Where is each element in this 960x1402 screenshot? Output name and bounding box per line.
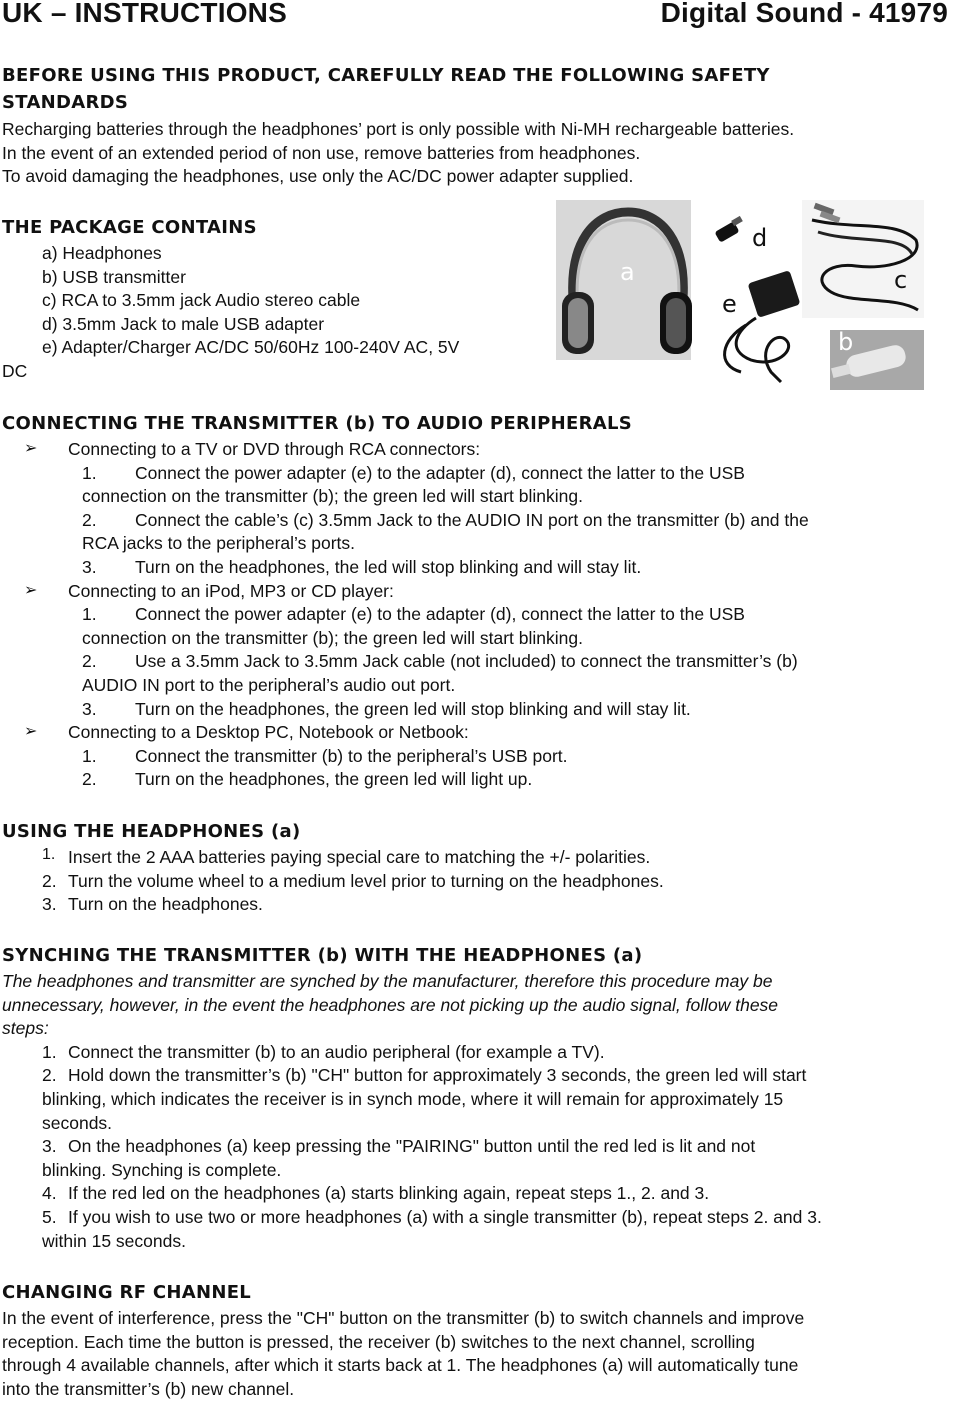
- safety-section: [2, 62, 942, 189]
- safety-line: To avoid damaging the headphones, use only the AC/DC power adapter supplied.: [2, 166, 634, 187]
- step-line: [82, 509, 952, 533]
- step-line: [82, 745, 952, 769]
- step-text: Connect the cable’s (c) 3.5mm Jack to the AUDIO IN port on the transmitter (b) and the: [135, 509, 809, 530]
- step-line-cont: seconds.: [42, 1112, 113, 1133]
- header-title: UK – INSTRUCTIONS: [2, 0, 287, 28]
- synching-intro: unnecessary, however, in the event the headphones are not picking up the audio signal, follow these: [2, 994, 779, 1015]
- using-step: [2, 846, 952, 870]
- option-heading: Connecting to an iPod, MP3 or CD player:: [68, 580, 394, 601]
- package-item: d) 3.5mm Jack to male USB adapter: [42, 313, 325, 334]
- photo-label-d: d: [752, 224, 768, 252]
- step-line-cont: RCA jacks to the peripheral’s ports.: [82, 533, 356, 554]
- using-step: [2, 870, 952, 894]
- arrow-bullet-icon: ➢: [24, 581, 38, 599]
- rf-line: reception. Each time the button is pressed, the receiver (b) switches to the next channel, scrolling: [2, 1331, 755, 1352]
- package-heading: THE PACKAGE CONTAINS: [2, 217, 257, 238]
- photo-label-e: e: [722, 290, 737, 318]
- step-number: 3.: [42, 1136, 57, 1157]
- step-number: 4.: [42, 1183, 57, 1204]
- step-text: Connect the power adapter (e) to the adapter (d), connect the latter to the USB: [135, 604, 745, 625]
- step-number: 2.: [42, 870, 57, 891]
- synching-step: [42, 1182, 957, 1206]
- arrow-bullet-icon: ➢: [24, 440, 38, 457]
- step-line: [82, 556, 952, 580]
- using-step: [2, 893, 952, 917]
- step-text: Insert the 2 AAA batteries paying special care to matching the +/- polarities.: [68, 847, 651, 867]
- step-text: Connect the power adapter (e) to the adapter (d), connect the latter to the USB: [135, 462, 745, 483]
- step-number: 3.: [82, 556, 97, 577]
- package-section: [2, 214, 552, 384]
- step-text: Turn on the headphones.: [68, 894, 263, 915]
- rf-line: through 4 available channels, after which it starts back at 1. The headphones (a) will automatically tune: [2, 1355, 799, 1376]
- connecting-heading: CONNECTING THE TRANSMITTER (b) TO AUDIO PERIPHERALS: [2, 413, 633, 434]
- package-contents-photo: [556, 200, 924, 390]
- step-number: 2.: [42, 1065, 57, 1086]
- synching-intro: steps:: [2, 1018, 49, 1039]
- photo-label-c: c: [894, 266, 908, 294]
- rf-line: In the event of interference, press the "CH" button on the transmitter (b) to switch channels and improve: [2, 1308, 805, 1328]
- option-heading: Connecting to a Desktop PC, Notebook or Netbook:: [68, 722, 469, 743]
- rf-line: into the transmitter’s (b) new channel.: [2, 1378, 295, 1399]
- step-text: If the red led on the headphones (a) starts blinking again, repeat steps 1., 2. and 3.: [68, 1183, 710, 1204]
- step-text: Turn on the headphones, the green led will light up.: [135, 769, 533, 790]
- arrow-bullet-icon: ➢: [24, 723, 38, 741]
- synching-steps: [2, 1041, 957, 1253]
- connecting-steps: [2, 462, 952, 580]
- usb-transmitter-image: [830, 328, 924, 390]
- step-number: 1.: [42, 1041, 57, 1062]
- synching-step: [42, 1206, 957, 1230]
- step-text: Connect the transmitter (b) to the peripheral’s USB port.: [135, 745, 568, 766]
- step-text: Turn the volume wheel to a medium level prior to turning on the headphones.: [68, 870, 664, 891]
- connecting-option-pc: [2, 721, 952, 745]
- document-header: [2, 0, 948, 31]
- using-heading: USING THE HEADPHONES (a): [2, 821, 301, 842]
- header-product-code: Digital Sound - 41979: [660, 0, 948, 28]
- package-item: a) Headphones: [42, 243, 162, 263]
- connecting-steps: [2, 603, 952, 721]
- synching-step: [42, 1135, 957, 1159]
- package-item-continued: DC: [2, 360, 28, 381]
- photo-label-b: b: [838, 328, 854, 356]
- synching-step: [42, 1064, 957, 1088]
- step-number: 2.: [82, 509, 97, 530]
- step-number: 5.: [42, 1206, 57, 1227]
- package-item: c) RCA to 3.5mm jack Audio stereo cable: [42, 290, 361, 311]
- connecting-steps: [2, 745, 952, 792]
- step-line: [82, 462, 952, 486]
- step-line-cont: connection on the transmitter (b); the green led will start blinking.: [82, 486, 583, 507]
- package-item: e) Adapter/Charger AC/DC 50/60Hz 100-240V AC, 5V: [42, 337, 460, 358]
- step-number: 1.: [42, 846, 56, 863]
- step-number: 3.: [82, 698, 97, 719]
- using-section: [2, 818, 952, 917]
- synching-section: [2, 942, 957, 1253]
- step-line-cont: AUDIO IN port to the peripheral’s audio out port.: [82, 674, 456, 695]
- step-text: Turn on the headphones, the green led will stop blinking and will stay lit.: [135, 698, 691, 719]
- synching-step: [42, 1041, 957, 1065]
- synching-intro: The headphones and transmitter are synched by the manufacturer, therefore this procedure may be: [2, 971, 773, 991]
- step-number: 1.: [82, 462, 97, 483]
- synching-heading: SYNCHING THE TRANSMITTER (b) WITH THE HEADPHONES (a): [2, 945, 643, 966]
- safety-heading-line1: BEFORE USING THIS PRODUCT, CAREFULLY READ THE FOLLOWING SAFETY: [2, 65, 770, 86]
- package-item: b) USB transmitter: [42, 266, 186, 287]
- step-line-cont: connection on the transmitter (b); the green led will start blinking.: [82, 627, 583, 648]
- connecting-section: [2, 410, 952, 792]
- step-number: 3.: [42, 894, 57, 915]
- rf-heading: CHANGING RF CHANNEL: [2, 1282, 252, 1303]
- step-text: Turn on the headphones, the led will stop blinking and will stay lit.: [135, 556, 642, 577]
- step-number: 1.: [82, 604, 97, 625]
- connecting-option-ipod: [2, 580, 952, 604]
- headphones-image: [556, 200, 692, 360]
- step-number: 2.: [82, 769, 97, 790]
- step-line: [82, 698, 952, 722]
- step-line-cont: blinking, which indicates the receiver is in synch mode, where it will remain for approximately 15: [42, 1088, 784, 1109]
- step-text: Hold down the transmitter’s (b) "CH" button for approximately 3 seconds, the green led will start: [68, 1065, 807, 1086]
- step-text: Connect the transmitter (b) to an audio peripheral (for example a TV).: [68, 1041, 605, 1062]
- step-text: Use a 3.5mm Jack to 3.5mm Jack cable (not included) to connect the transmitter’s (b): [135, 651, 798, 672]
- connecting-option-tv: [2, 438, 952, 462]
- step-number: 1.: [82, 745, 97, 766]
- photo-label-a: a: [620, 258, 635, 286]
- option-heading: Connecting to a TV or DVD through RCA connectors:: [68, 439, 481, 459]
- step-text: If you wish to use two or more headphones (a) with a single transmitter (b), repeat steps 2. and 3.: [68, 1206, 822, 1227]
- step-line: [82, 603, 952, 627]
- step-line: [82, 650, 952, 674]
- safety-line: Recharging batteries through the headphones’ port is only possible with Ni-MH rechargeable batteries.: [2, 119, 795, 139]
- safety-line: In the event of an extended period of non use, remove batteries from headphones.: [2, 142, 641, 163]
- step-line-cont: blinking. Synching is complete.: [42, 1159, 282, 1180]
- step-text: On the headphones (a) keep pressing the "PAIRING" button until the red led is lit and not: [68, 1136, 756, 1157]
- rf-section: [2, 1279, 957, 1401]
- step-line: [82, 768, 952, 792]
- step-number: 2.: [82, 651, 97, 672]
- safety-heading-line2: STANDARDS: [2, 92, 129, 113]
- rca-cable-image: [802, 200, 924, 318]
- step-line-cont: within 15 seconds.: [42, 1230, 186, 1251]
